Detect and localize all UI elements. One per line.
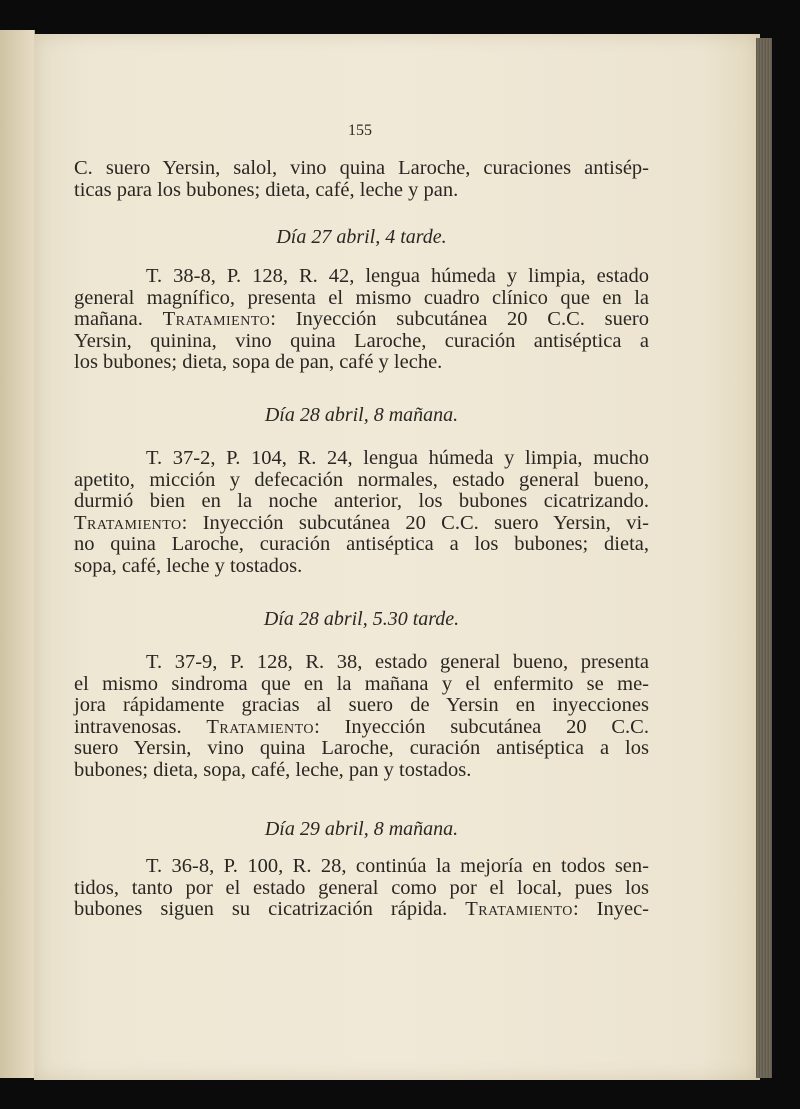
text-line: jora rápidamente gracias al suero de Yersin en inyecciones	[74, 694, 649, 716]
text-line: bubones; dieta, sopa, café, leche, pan y tostados.	[74, 758, 472, 781]
text-line: general magnífico, presenta el mismo cuadro clínico que en la	[74, 286, 649, 309]
text-line: los bubones; dieta, sopa de pan, café y leche.	[74, 351, 443, 373]
entry-paragraph	[74, 652, 649, 781]
text-line: durmió bien en la noche anterior, los bubones cicatrizando.	[74, 490, 649, 512]
treatment-label: Tratamiento	[162, 308, 271, 330]
text-line: T. 36-8, P. 100, R. 28, continúa la mejoría en todos sen-	[146, 855, 649, 877]
entry-heading: Día 27 abril, 4 tarde.	[276, 226, 447, 248]
text-line: el mismo sindroma que en la mañana y el enfermito se me-	[74, 672, 649, 695]
page-stack-edge	[756, 38, 772, 1078]
treatment-label: Tratamiento	[465, 898, 573, 920]
text-line: sopa, café, leche y tostados.	[74, 554, 303, 577]
left-page-edge	[0, 30, 35, 1078]
entry-heading: Día 29 abril, 8 mañana.	[264, 818, 459, 840]
text-line: Tratamiento: Inyección subcutánea 20 C.C. suero Yersin, vi-	[74, 511, 649, 534]
text-line: tidos, tanto por el estado general como por el local, pues los	[74, 876, 649, 899]
text-line: C. suero Yersin, salol, vino quina Laroche, curaciones antisép-	[74, 157, 649, 179]
entry-paragraph	[74, 266, 649, 374]
text-line: bubones siguen su cicatrización rápida. Tratamiento: Inyec-	[74, 898, 650, 920]
entry-heading: Día 28 abril, 8 mañana.	[264, 404, 459, 426]
text-line: no quina Laroche, curación antiséptica a los bubones; dieta,	[74, 533, 649, 555]
text-line: ticas para los bubones; dieta, café, leche y pan.	[74, 178, 459, 201]
text-line: T. 37-9, P. 128, R. 38, estado general bueno, presenta	[146, 651, 649, 673]
paragraph-continuation	[74, 158, 649, 201]
entry-paragraph	[74, 856, 649, 921]
page-number: 155	[348, 122, 372, 139]
text-line: T. 37-2, P. 104, R. 24, lengua húmeda y limpia, mucho	[146, 447, 649, 469]
text-line: Yersin, quinina, vino quina Laroche, curación antiséptica a	[74, 329, 649, 352]
treatment-label: Tratamiento	[206, 715, 315, 738]
text-line: intravenosas. Tratamiento: Inyección subcutánea 20 C.C.	[74, 715, 649, 738]
entry-heading: Día 28 abril, 5.30 tarde.	[263, 608, 460, 630]
entry-paragraph	[74, 448, 649, 577]
treatment-label: Tratamiento	[74, 511, 182, 534]
text-line: T. 38-8, P. 128, R. 42, lengua húmeda y limpia, estado	[146, 265, 649, 287]
text-line: suero Yersin, vino quina Laroche, curación antiséptica a los	[74, 737, 649, 759]
text-line: apetito, micción y defecación normales, estado general bueno,	[74, 468, 649, 491]
text-line: mañana. Tratamiento: Inyección subcutánea 20 C.C. suero	[74, 308, 649, 330]
